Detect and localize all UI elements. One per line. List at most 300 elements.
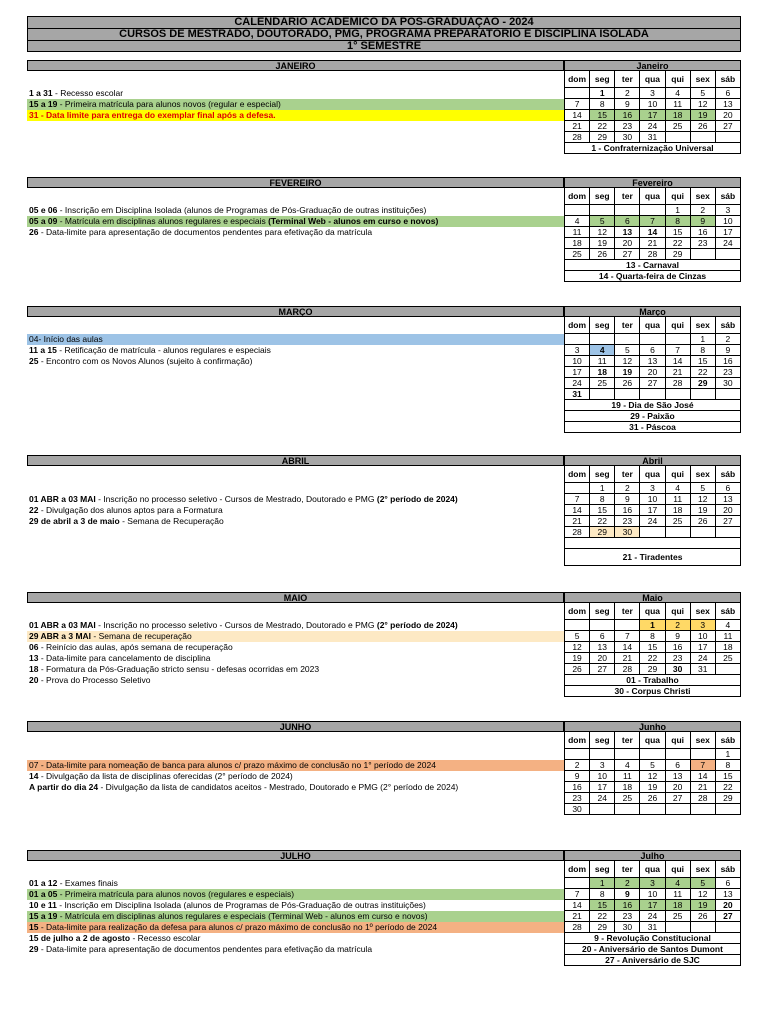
events-column	[27, 455, 564, 566]
weekday-label: sex	[691, 188, 716, 205]
calendar-month-name: Junho	[565, 721, 741, 732]
week-row	[565, 238, 741, 249]
holiday-line: 27 - Aniversário de SJC	[565, 955, 741, 966]
day-cell: 23	[691, 238, 716, 249]
day-cell	[691, 922, 716, 933]
event-line	[27, 205, 564, 216]
event-line	[27, 620, 564, 631]
day-cell: 14	[666, 356, 691, 367]
weekday-label: qua	[640, 71, 665, 88]
week-row	[565, 205, 741, 216]
week-row	[565, 132, 741, 143]
event-line	[27, 675, 564, 686]
weekday-label: dom	[565, 603, 590, 620]
day-cell: 5	[615, 345, 640, 356]
event-date: 29 ABR a 3 MAI	[29, 631, 92, 641]
day-cell	[615, 389, 640, 400]
event-date: 01 a 12	[29, 878, 58, 888]
day-cell: 16	[716, 356, 741, 367]
day-cell: 21	[565, 121, 590, 132]
weekday-row	[565, 861, 741, 878]
event-line	[27, 99, 564, 110]
day-cell: 10	[640, 99, 665, 110]
day-cell: 25	[666, 121, 691, 132]
events-spacer	[27, 466, 564, 494]
day-cell: 25	[666, 911, 691, 922]
day-cell: 11	[666, 99, 691, 110]
day-cell: 9	[716, 345, 741, 356]
events-column	[27, 306, 564, 433]
day-cell: 30	[666, 664, 691, 675]
month-header: JULHO	[27, 850, 564, 861]
day-cell: 30	[615, 132, 640, 143]
weekday-label: dom	[565, 317, 590, 334]
event-text: - Retificação de matrícula - alunos regulares e especiais	[56, 345, 271, 355]
week-row	[565, 121, 741, 132]
event-line	[27, 771, 564, 782]
day-cell: 1	[691, 334, 716, 345]
event-text: - Data-limite para cancelamento de disciplina	[38, 653, 211, 663]
mini-calendar	[564, 850, 741, 966]
week-row	[565, 99, 741, 110]
day-cell	[640, 205, 665, 216]
day-cell: 13	[615, 227, 640, 238]
month-section-abril	[27, 455, 741, 566]
month-section-junho	[27, 721, 741, 815]
day-cell: 13	[716, 494, 741, 505]
day-cell: 26	[691, 911, 716, 922]
event-line	[27, 88, 564, 99]
day-cell: 9	[691, 216, 716, 227]
day-cell: 12	[615, 356, 640, 367]
day-cell: 25	[716, 653, 741, 664]
week-row	[565, 804, 741, 815]
day-cell: 14	[565, 505, 590, 516]
day-cell	[716, 922, 741, 933]
day-cell: 19	[565, 653, 590, 664]
event-date: 20	[29, 675, 39, 685]
event-date: 15	[29, 922, 39, 932]
calendar-month-name: Julho	[565, 850, 741, 861]
day-cell: 16	[565, 782, 590, 793]
day-cell: 17	[716, 227, 741, 238]
day-cell: 18	[590, 367, 615, 378]
day-cell: 4	[615, 760, 640, 771]
day-cell	[666, 749, 691, 760]
day-cell: 2	[565, 760, 590, 771]
week-row	[565, 110, 741, 121]
weekday-label: sex	[691, 466, 716, 483]
event-line	[27, 494, 564, 505]
day-cell	[666, 389, 691, 400]
event-line	[27, 889, 564, 900]
day-cell	[666, 804, 691, 815]
event-date: 05 e 06	[29, 205, 58, 215]
day-cell: 31	[640, 132, 665, 143]
event-line	[27, 664, 564, 675]
day-cell	[666, 527, 691, 538]
day-cell: 24	[640, 911, 665, 922]
holiday-line: 1 - Confraternização Universal	[565, 143, 741, 154]
day-cell: 27	[590, 664, 615, 675]
day-cell: 30	[615, 527, 640, 538]
day-cell: 14	[615, 642, 640, 653]
week-row	[565, 345, 741, 356]
week-row	[565, 378, 741, 389]
weekday-label: qua	[640, 317, 665, 334]
day-cell	[565, 878, 590, 889]
week-row	[565, 356, 741, 367]
day-cell: 11	[615, 771, 640, 782]
day-cell: 19	[640, 782, 665, 793]
day-cell	[615, 749, 640, 760]
day-cell: 20	[716, 900, 741, 911]
holiday-line: 14 - Quarta-feira de Cinzas	[565, 271, 741, 282]
day-cell	[590, 749, 615, 760]
day-cell: 21	[565, 516, 590, 527]
day-cell	[590, 620, 615, 631]
day-cell: 7	[565, 99, 590, 110]
weekday-label: qui	[666, 188, 691, 205]
event-date: 05 a 09	[29, 216, 58, 226]
week-row	[565, 760, 741, 771]
day-cell: 18	[615, 782, 640, 793]
month-section-março	[27, 306, 741, 433]
day-cell: 14	[640, 227, 665, 238]
event-text: - Divulgação da lista de disciplinas oferecidas (2° período de 2024)	[38, 771, 293, 781]
day-cell: 28	[666, 378, 691, 389]
weekday-label: qui	[666, 732, 691, 749]
weekday-row	[565, 188, 741, 205]
mini-calendar	[564, 60, 741, 154]
events-column	[27, 177, 564, 282]
day-cell: 6	[716, 483, 741, 494]
day-cell: 21	[691, 782, 716, 793]
day-cell: 26	[691, 121, 716, 132]
event-line	[27, 878, 564, 889]
holiday-line: 30 - Corpus Christi	[565, 686, 741, 697]
day-cell: 21	[615, 653, 640, 664]
mini-calendar	[564, 306, 741, 433]
weekday-label: seg	[590, 861, 615, 878]
event-date: 25	[29, 356, 39, 366]
day-cell: 15	[590, 505, 615, 516]
events-column	[27, 850, 564, 966]
day-cell	[565, 749, 590, 760]
day-cell	[565, 483, 590, 494]
day-cell: 5	[691, 483, 716, 494]
day-cell: 9	[666, 631, 691, 642]
day-cell: 26	[590, 249, 615, 260]
day-cell: 31	[691, 664, 716, 675]
event-date: 15 a 19	[29, 911, 58, 921]
day-cell	[590, 334, 615, 345]
day-cell: 22	[590, 516, 615, 527]
events-spacer	[27, 317, 564, 334]
day-cell: 1	[666, 205, 691, 216]
event-date: 07	[29, 760, 39, 770]
week-row	[565, 494, 741, 505]
day-cell: 18	[716, 642, 741, 653]
weekday-label: qui	[666, 861, 691, 878]
week-row	[565, 334, 741, 345]
day-cell: 23	[716, 367, 741, 378]
day-cell: 3	[565, 345, 590, 356]
day-cell: 3	[640, 88, 665, 99]
day-cell: 4	[666, 878, 691, 889]
holiday-line: 19 - Dia de São José	[565, 400, 741, 411]
day-cell: 17	[640, 110, 665, 121]
day-cell: 16	[615, 505, 640, 516]
week-row	[565, 782, 741, 793]
day-cell: 2	[615, 483, 640, 494]
event-text: - Primeira matrícula para alunos novos (regulares e especiais)	[57, 889, 295, 899]
day-cell: 2	[615, 88, 640, 99]
day-cell: 31	[565, 389, 590, 400]
weekday-label: sex	[691, 71, 716, 88]
day-cell: 8	[590, 99, 615, 110]
event-line	[27, 933, 564, 944]
event-line: 31 - Data limite para entrega do exemplar final após a defesa.	[27, 110, 564, 121]
holiday-line: 20 - Aniversário de Santos Dumont	[565, 944, 741, 955]
event-text: - Prova do Processo Seletivo	[38, 675, 151, 685]
week-row	[565, 483, 741, 494]
day-cell	[640, 527, 665, 538]
weekday-row	[565, 732, 741, 749]
day-cell: 1	[716, 749, 741, 760]
week-row	[565, 889, 741, 900]
events-spacer	[27, 603, 564, 620]
weekday-label: sáb	[716, 732, 741, 749]
day-cell: 11	[565, 227, 590, 238]
event-date: 26	[29, 227, 39, 237]
event-text: - Formatura da Pós-Graduação stricto sensu - defesas ocorridas em 2023	[38, 664, 320, 674]
month-header: JANEIRO	[27, 60, 564, 71]
day-cell	[640, 334, 665, 345]
event-text: - Recesso escolar	[52, 88, 124, 98]
event-text: - Divulgação dos alunos aptos para a Formatura	[38, 505, 223, 515]
event-text: - Semana de recuperação	[91, 631, 192, 641]
day-cell: 10	[640, 889, 665, 900]
day-cell	[691, 527, 716, 538]
calendar-month-name: Janeiro	[565, 60, 741, 71]
events-column	[27, 721, 564, 815]
event-line	[27, 631, 564, 642]
event-text: - Matrícula em disciplinas alunos regulares e especiais (Terminal Web - alunos em curso e novos)	[57, 911, 428, 921]
event-text: - Inscrição no processo seletivo - Cursos de Mestrado, Doutorado e PMG	[95, 494, 377, 504]
event-date: 22	[29, 505, 39, 515]
event-date: 06	[29, 642, 39, 652]
weekday-label: sáb	[716, 71, 741, 88]
day-cell: 9	[565, 771, 590, 782]
day-cell: 26	[691, 516, 716, 527]
event-date: 01 ABR a 03 MAI	[29, 494, 96, 504]
weekday-label: ter	[615, 861, 640, 878]
day-cell: 2	[666, 620, 691, 631]
day-cell: 29	[640, 664, 665, 675]
day-cell: 20	[640, 367, 665, 378]
day-cell: 12	[691, 99, 716, 110]
day-cell: 13	[666, 771, 691, 782]
weekday-label: qua	[640, 466, 665, 483]
day-cell: 28	[565, 527, 590, 538]
events-spacer	[27, 732, 564, 760]
event-line	[27, 505, 564, 516]
week-row	[565, 911, 741, 922]
weekday-label: qua	[640, 188, 665, 205]
day-cell: 27	[640, 378, 665, 389]
day-cell: 24	[716, 238, 741, 249]
holiday-line: 01 - Trabalho	[565, 675, 741, 686]
events-spacer	[27, 71, 564, 88]
day-cell	[691, 804, 716, 815]
day-cell: 22	[590, 911, 615, 922]
weekday-label: dom	[565, 188, 590, 205]
day-cell: 3	[590, 760, 615, 771]
day-cell: 12	[691, 889, 716, 900]
event-line	[27, 782, 564, 793]
day-cell: 26	[615, 378, 640, 389]
weekday-label: sáb	[716, 466, 741, 483]
day-cell: 19	[691, 505, 716, 516]
weekday-label: ter	[615, 466, 640, 483]
day-cell: 31	[640, 922, 665, 933]
week-row	[565, 389, 741, 400]
weekday-label: qui	[666, 603, 691, 620]
day-cell: 22	[691, 367, 716, 378]
event-text: - Reinício das aulas, após semana de recuperação	[38, 642, 233, 652]
day-cell: 23	[666, 653, 691, 664]
day-cell: 24	[565, 378, 590, 389]
event-date: A partir do dia 24	[29, 782, 99, 792]
day-cell: 1	[640, 620, 665, 631]
weekday-label: seg	[590, 466, 615, 483]
weekday-label: seg	[590, 317, 615, 334]
day-cell: 10	[565, 356, 590, 367]
day-cell: 24	[640, 516, 665, 527]
day-cell: 11	[716, 631, 741, 642]
holiday-spacer	[565, 538, 741, 549]
day-cell: 7	[565, 889, 590, 900]
day-cell: 27	[716, 121, 741, 132]
day-cell: 18	[666, 505, 691, 516]
day-cell: 5	[691, 878, 716, 889]
day-cell: 29	[590, 132, 615, 143]
day-cell: 4	[666, 88, 691, 99]
event-text: - Data-limite para nomeação de banca para alunos c/ prazo máximo de conclusão no 1° período de 2024	[38, 760, 436, 770]
day-cell: 11	[666, 494, 691, 505]
day-cell: 6	[666, 760, 691, 771]
week-row	[565, 516, 741, 527]
event-text: - Inscrição em Disciplina Isolada (alunos de Programas de Pós-Graduação de outras instituições)	[57, 205, 427, 215]
day-cell	[716, 804, 741, 815]
day-cell: 13	[716, 889, 741, 900]
day-cell: 15	[666, 227, 691, 238]
day-cell	[716, 249, 741, 260]
day-cell: 27	[615, 249, 640, 260]
weekday-label: sáb	[716, 317, 741, 334]
month-section-janeiro	[27, 60, 741, 154]
day-cell: 11	[666, 889, 691, 900]
day-cell: 10	[590, 771, 615, 782]
day-cell: 22	[666, 238, 691, 249]
day-cell	[640, 749, 665, 760]
day-cell	[590, 389, 615, 400]
day-cell: 1	[590, 483, 615, 494]
day-cell: 10	[716, 216, 741, 227]
day-cell: 29	[691, 378, 716, 389]
event-line	[27, 334, 564, 345]
events-column	[27, 592, 564, 697]
event-line	[27, 516, 564, 527]
weekday-label: qua	[640, 861, 665, 878]
week-row	[565, 900, 741, 911]
title-line-3: 1° SEMESTRE	[27, 40, 741, 52]
day-cell: 29	[590, 527, 615, 538]
event-text: - Encontro com os Novos Alunos (sujeito à confirmação)	[38, 356, 253, 366]
event-line	[27, 216, 564, 227]
day-cell: 8	[590, 494, 615, 505]
day-cell: 18	[666, 900, 691, 911]
month-section-julho	[27, 850, 741, 966]
day-cell	[590, 205, 615, 216]
day-cell: 6	[640, 345, 665, 356]
day-cell: 29	[666, 249, 691, 260]
mini-calendar	[564, 455, 741, 566]
day-cell: 3	[640, 483, 665, 494]
week-row	[565, 642, 741, 653]
day-cell: 7	[640, 216, 665, 227]
event-date: 10 e 11	[29, 900, 57, 910]
day-cell: 4	[565, 216, 590, 227]
day-cell: 14	[565, 110, 590, 121]
events-spacer	[27, 861, 564, 878]
day-cell: 11	[590, 356, 615, 367]
holiday-line: 13 - Carnaval	[565, 260, 741, 271]
weekday-label: dom	[565, 71, 590, 88]
month-header: ABRIL	[27, 455, 564, 466]
day-cell: 19	[615, 367, 640, 378]
calendar-page	[27, 16, 741, 965]
event-date: 1 a 31	[29, 88, 53, 98]
day-cell: 7	[691, 760, 716, 771]
event-line	[27, 653, 564, 664]
event-line	[27, 227, 564, 238]
day-cell: 5	[640, 760, 665, 771]
weekday-label: sex	[691, 732, 716, 749]
events-spacer	[27, 188, 564, 205]
day-cell	[615, 620, 640, 631]
day-cell: 15	[590, 900, 615, 911]
event-date: 01 ABR a 03 MAI	[29, 620, 96, 630]
day-cell: 6	[716, 88, 741, 99]
day-cell	[666, 334, 691, 345]
day-cell: 8	[691, 345, 716, 356]
weekday-label: dom	[565, 861, 590, 878]
day-cell	[615, 205, 640, 216]
day-cell: 8	[666, 216, 691, 227]
day-cell: 28	[640, 249, 665, 260]
day-cell: 24	[691, 653, 716, 664]
month-header: FEVEREIRO	[27, 177, 564, 188]
day-cell	[565, 620, 590, 631]
week-row	[565, 749, 741, 760]
day-cell	[666, 922, 691, 933]
day-cell: 28	[565, 132, 590, 143]
weekday-label: sáb	[716, 861, 741, 878]
weekday-label: qui	[666, 317, 691, 334]
event-text: - Data-limite para apresentação de documentos pendentes para efetivação da matrícula	[38, 227, 373, 237]
